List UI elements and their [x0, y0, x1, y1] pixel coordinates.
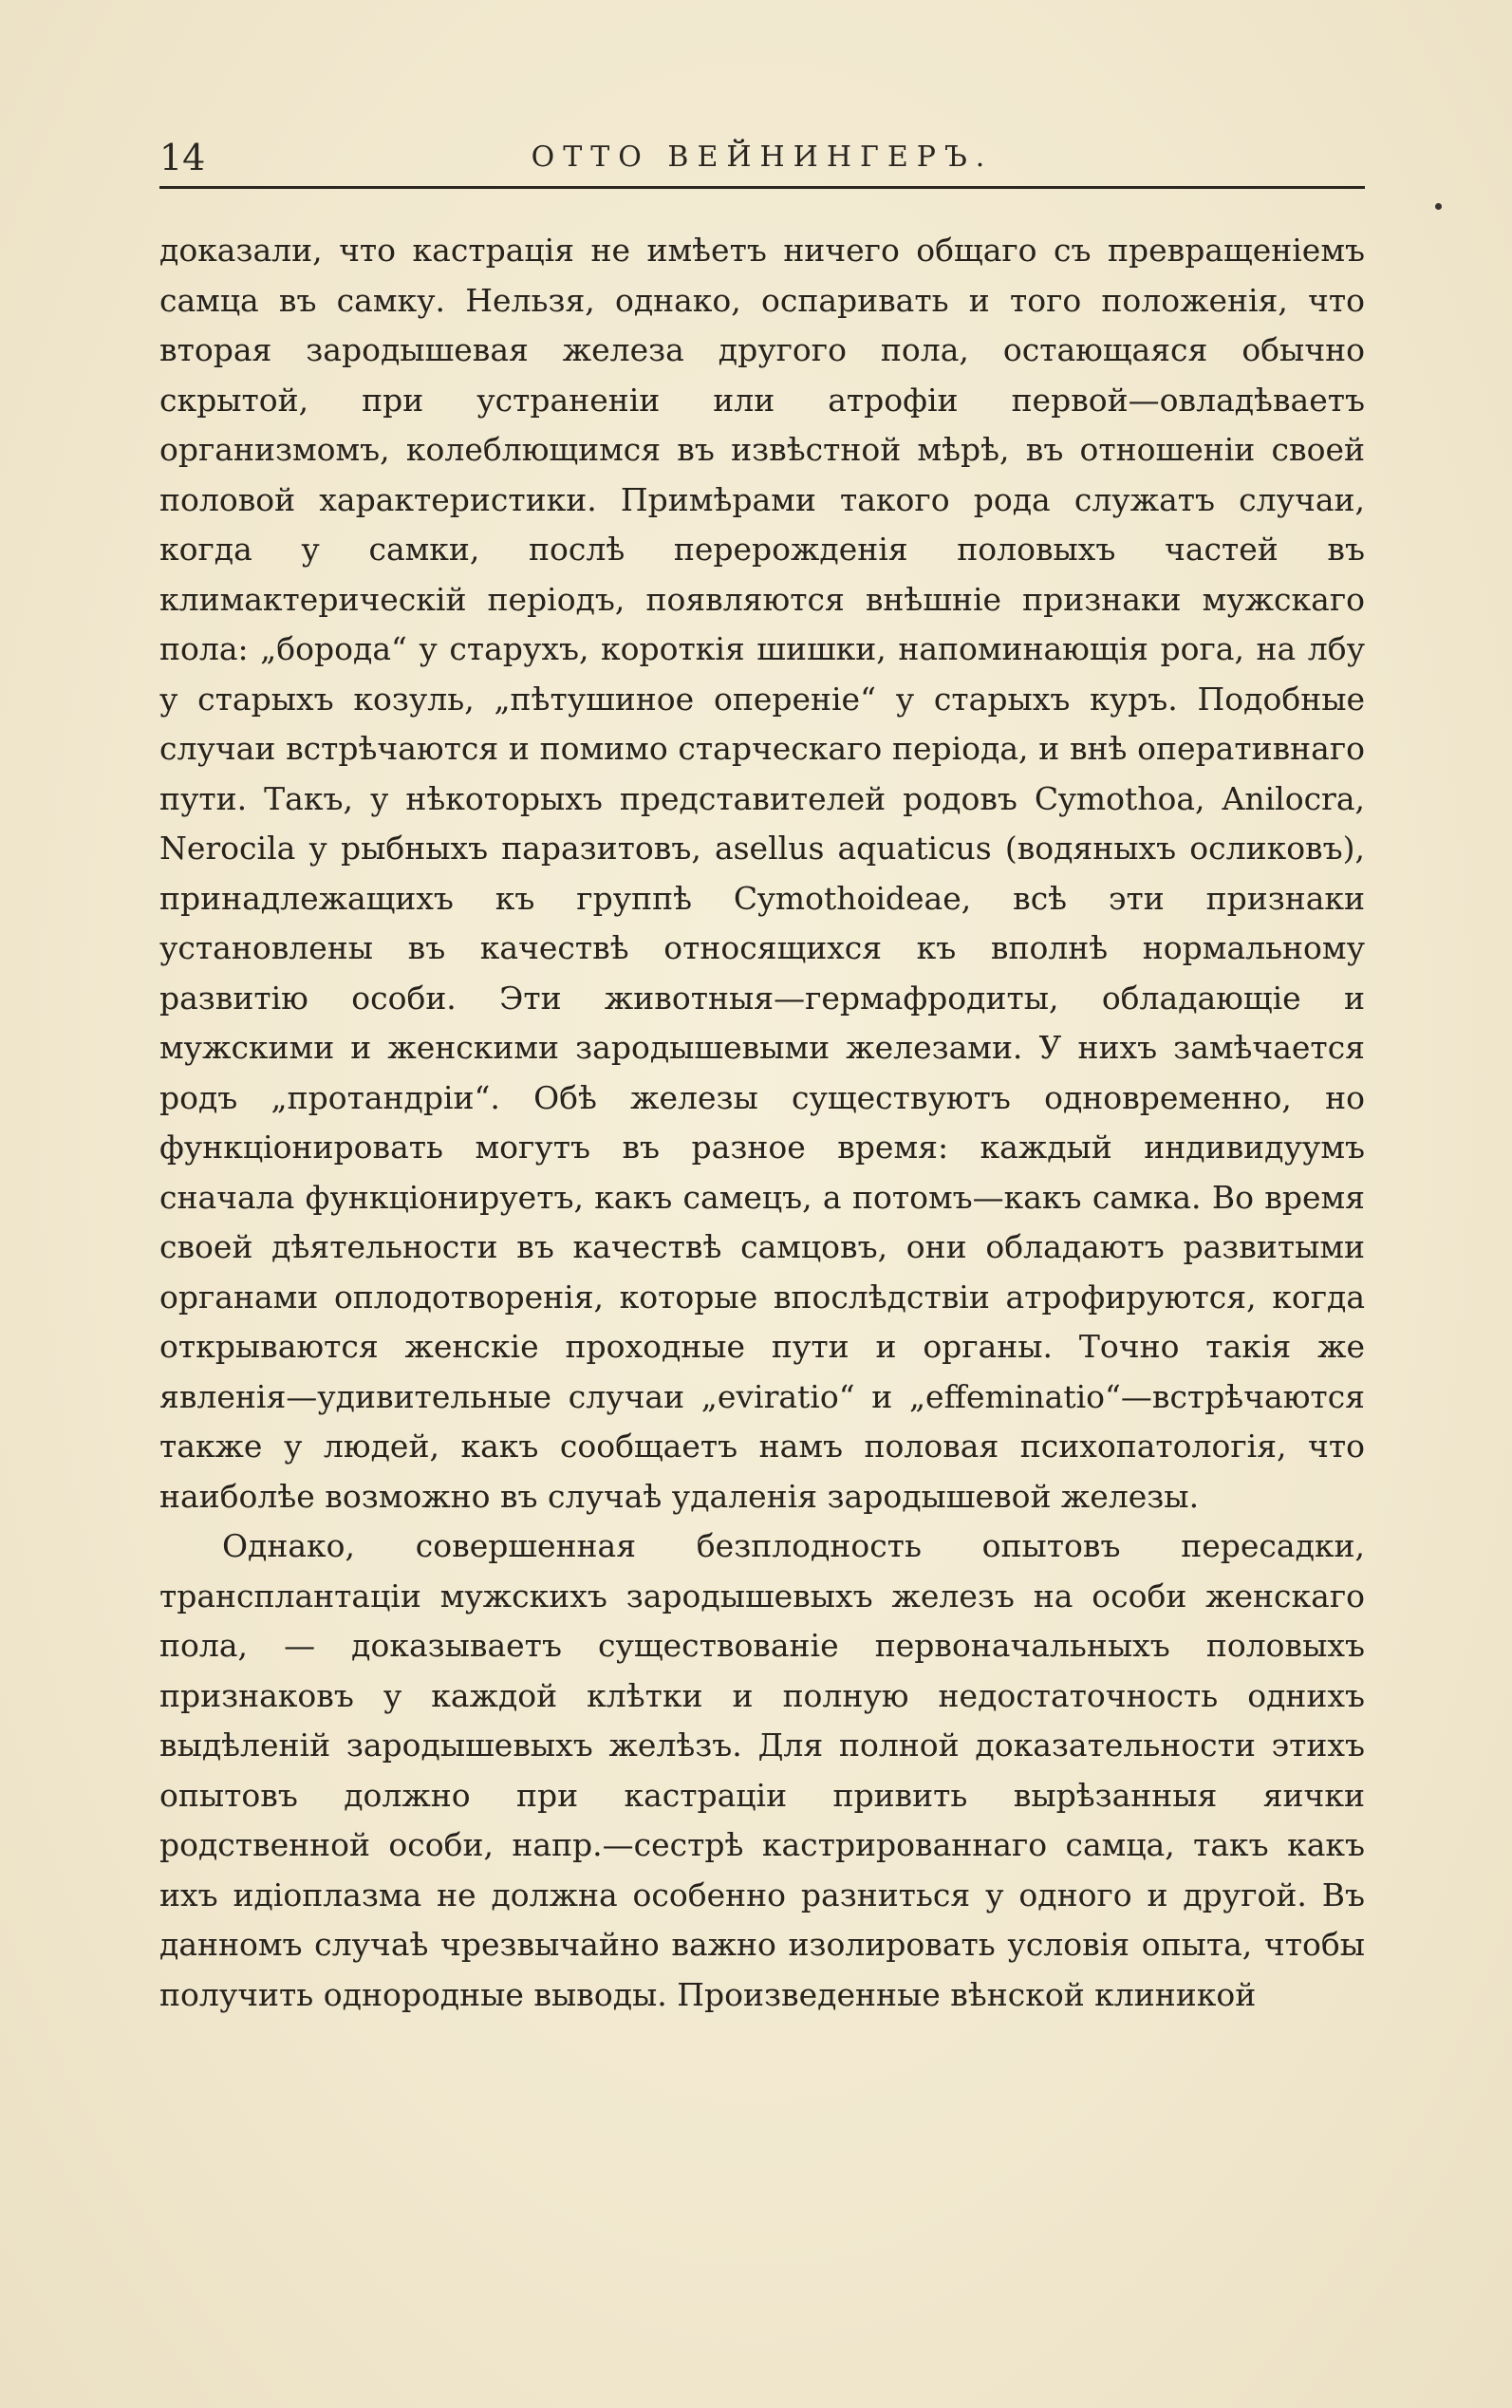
running-title: ОТТО ВЕЙНИНГЕРЪ.: [531, 140, 994, 174]
page-header: [159, 131, 1365, 184]
page-number: 14: [159, 137, 206, 178]
paragraph-continued: доказали, что кастрація не имѣетъ ничего общаго съ превращеніемъ самца въ самку. Нельзя, однако, оспаривать и того положенія, что вторая зародышевая железа другого пола, остающаяся обычно скрытой, при устраненіи или атрофіи первой—овладѣваетъ организмомъ, колеблющимся въ извѣстной мѣрѣ, въ отношеніи своей половой характеристики. Примѣрами такого рода служатъ случаи, когда у самки, послѣ перерожденія половыхъ частей въ климактерическій періодъ, появляются внѣшніе признаки мужскаго пола: „борода“ у старухъ, короткія шишки, напоминающія рога, на лбу у старыхъ козуль, „пѣтушиное опереніе“ у старыхъ куръ. Подобные случаи встрѣчаются и помимо старческаго періода, и внѣ оперативнаго пути. Такъ, у нѣкоторыхъ представителей родовъ Cymothoa, Anilocra, Nerocila у рыбныхъ паразитовъ, asellus aquaticus (водяныхъ осликовъ), принадлежащихъ къ группѣ Cymothoideae, всѣ эти признаки установлены въ качествѣ относящихся къ вполнѣ нормальному развитію особи. Эти животныя—гермафродиты, обладающіе и мужскими и женскими зародышевыми железами. У нихъ замѣчается родъ „протандріи“. Обѣ железы существуютъ одновременно, но функціонировать могутъ въ разное время: каждый индивидуумъ сначала функціонируетъ, какъ самецъ, а потомъ—какъ самка. Во время своей дѣятельности въ качествѣ самцовъ, они обладаютъ развитыми органами оплодотворенія, которые впослѣдствіи атрофируются, когда открываются женскіе проходные пути и органы. Точно такія же явленія—удивительные случаи „eviratio“ и „effeminatio“—встрѣчаются также у людей, какъ сообщаетъ намъ половая психопатологія, что наиболѣе возможно въ случаѣ удаленія зародышевой железы.: [159, 232, 1365, 1515]
body-text: [159, 226, 1365, 2020]
paragraph: Однако, совершенная безплодность опытовъ пересадки, трансплантаціи мужскихъ зародышевыхъ железъ на особи женскаго пола, — доказываетъ существованіе первоначальныхъ половыхъ признаковъ у каждой клѣтки и полную недостаточность однихъ выдѣленій зародышевыхъ желѣзъ. Для полной доказательности этихъ опытовъ должно при кастраціи привить вырѣзанныя яички родственной особи, напр.—сестрѣ кастрированнаго самца, такъ какъ ихъ идіоплазма не должна особенно разниться у одного и другой. Въ данномъ случаѣ чрезвычайно важно изолировать условія опыта, чтобы получить однородные выводы. Произведенные вѣнской клиникой: [159, 1527, 1365, 2013]
margin-speck: [1435, 203, 1442, 210]
header-rule: [159, 186, 1365, 189]
